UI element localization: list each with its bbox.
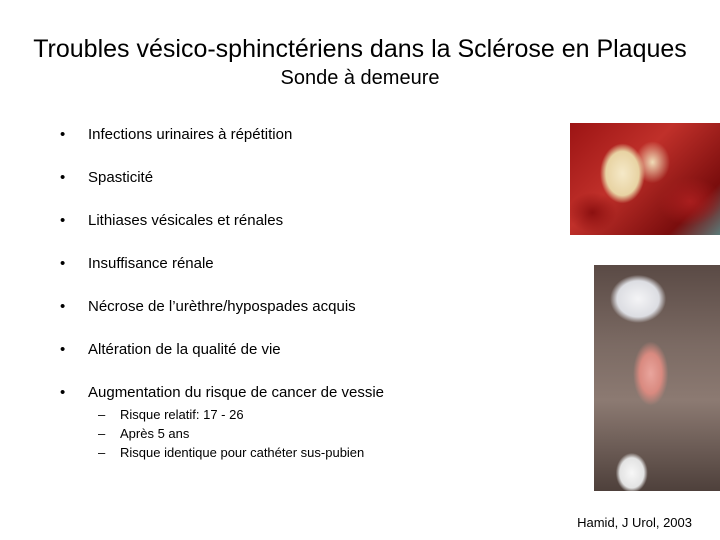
sub-bullet-text: Risque relatif: 17 - 26	[120, 407, 244, 422]
bullet-text: Spasticité	[88, 169, 154, 186]
sub-bullet-item	[98, 443, 560, 462]
bullet-text: Augmentation du risque de cancer de vessie	[88, 384, 385, 401]
clinical-photo-bottom	[594, 265, 720, 491]
bullet-text: Lithiases vésicales et rénales	[88, 212, 284, 229]
bullet-marker: •	[60, 212, 66, 229]
sub-bullet-marker: –	[98, 426, 106, 441]
bullet-item	[60, 296, 560, 318]
slide-title: Troubles vésico-sphinctériens dans la Sclérose en Plaques	[33, 35, 687, 63]
bullet-marker: •	[60, 341, 66, 358]
bullet-list	[60, 124, 560, 462]
sub-bullet-marker: –	[98, 407, 106, 422]
bullet-marker: •	[60, 126, 66, 143]
bullet-marker: •	[60, 255, 66, 272]
bullet-marker: •	[60, 169, 66, 186]
sub-bullet-marker: –	[98, 445, 106, 460]
bullet-text: Nécrose de l’urèthre/hypospades acquis	[88, 298, 356, 315]
bullet-marker: •	[60, 384, 66, 401]
bullet-text: Infections urinaires à répétition	[88, 126, 293, 143]
citation: Hamid, J Urol, 2003	[577, 515, 692, 530]
bullet-text: Altération de la qualité de vie	[88, 341, 281, 358]
bullet-item	[60, 253, 560, 275]
bullet-text: Insuffisance rénale	[88, 255, 214, 272]
bullet-item	[60, 124, 560, 146]
sub-bullet-item	[98, 424, 560, 443]
sub-bullet-text: Après 5 ans	[120, 426, 190, 441]
bullet-item	[60, 339, 560, 361]
bullet-marker: •	[60, 298, 66, 315]
bullet-item	[60, 210, 560, 232]
bullet-item	[60, 382, 560, 462]
bullet-item	[60, 167, 560, 189]
sub-bullet-item	[98, 405, 560, 424]
sub-bullet-text: Risque identique pour cathéter sus-pubien	[120, 445, 365, 460]
sub-bullet-list	[88, 405, 560, 462]
clinical-photo-top	[570, 123, 720, 235]
slide-subtitle: Sonde à demeure	[280, 67, 440, 89]
